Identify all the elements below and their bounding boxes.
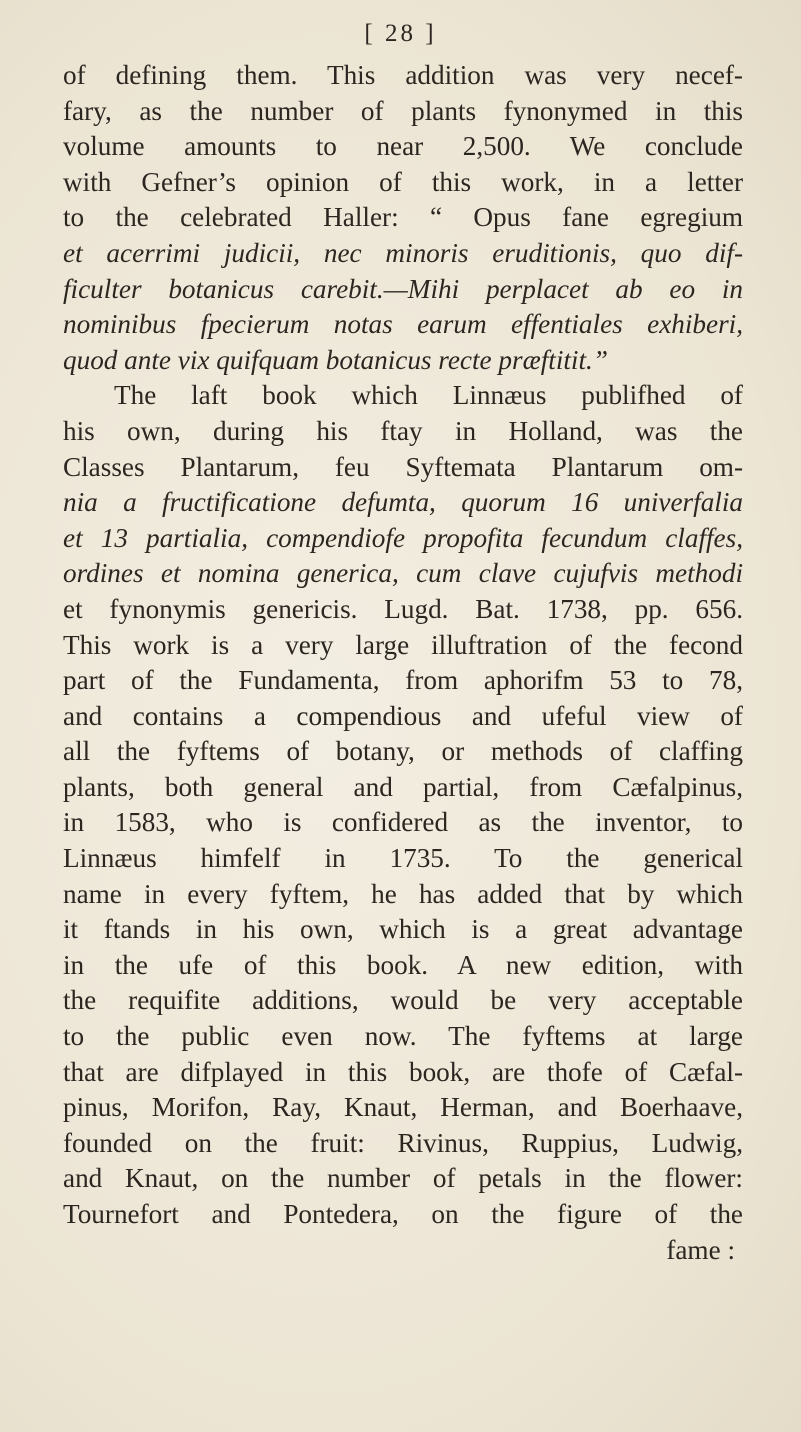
quote-line: “ nominibus fpecierum notas earum effentiales exhiberi, [63,307,743,343]
text-line: of defining them. This addition was very necef- [63,60,743,90]
text-line: in 1583, who is confidered as the inventor, to [63,807,743,838]
text-line: to the celebrated Haller: “ Opus fane egregium [63,202,743,233]
text-line: Classes Plantarum, feu Syftemata Plantarum om- [63,451,743,482]
text-line: nia a fructificatione defumta, quorum 16 univerfalia [63,487,743,518]
catchword: fame : [666,1234,735,1265]
text-line: in the ufe of this book. A new edition, with [63,949,743,980]
text-line: it ftands in his own, which is a great advantage [63,914,743,945]
text-line: name in every fyftem, he has added that by which [63,878,743,909]
paragraph-start-line: The laft book which Linnæus publifhed of [114,380,743,411]
text-line: This work is a very large illuftration of the fecond [63,629,743,660]
body-text [63,58,743,1268]
quote-line: “ et acerrimi judicii, nec minoris eruditionis, quo dif- [63,236,743,272]
quote-line: “ quod ante vix quifquam botanicus recte præftitit.” [63,343,743,379]
text-line: et 13 partialia, compendiofe propofita fecundum claffes, [63,522,743,553]
text-line: and Knaut, on the number of petals in the flower: [63,1163,743,1194]
text-line: all the fyftems of botany, or methods of claffing [63,736,743,767]
text-line: plants, both general and partial, from Cæfalpinus, [63,771,743,802]
quote-line: “ ficulter botanicus carebit.—Mihi perplacet ab eo in [63,272,743,308]
text-line: the requifite additions, would be very acceptable [63,985,743,1016]
text-line: Linnæus himfelf in 1735. To the generical [63,843,743,874]
text-line: volume amounts to near 2,500. We conclude [63,131,743,162]
text-line: to the public even now. The fyftems at large [63,1021,743,1052]
text-line: founded on the fruit: Rivinus, Ruppius, Ludwig, [63,1127,743,1158]
text-line: pinus, Morifon, Ray, Knaut, Herman, and Boerhaave, [63,1092,743,1123]
text-line: et fynonymis genericis. Lugd. Bat. 1738, pp. 656. [63,593,743,624]
text-line: part of the Fundamenta, from aphorifm 53 to 78, [63,665,743,696]
text-line: that are difplayed in this book, are thofe of Cæfal- [63,1056,743,1087]
text-line: with Gefner’s opinion of this work, in a letter [63,166,743,197]
page-number: [ 28 ] [364,20,437,47]
text-line: Tournefort and Pontedera, on the figure of the [63,1199,743,1229]
text-line: his own, during his ftay in Holland, was the [63,415,743,446]
text-line: ordines et nomina generica, cum clave cujufvis methodi [63,558,743,589]
text-line: fary, as the number of plants fynonymed in this [63,95,743,126]
text-line: and contains a compendious and ufeful view of [63,700,743,731]
